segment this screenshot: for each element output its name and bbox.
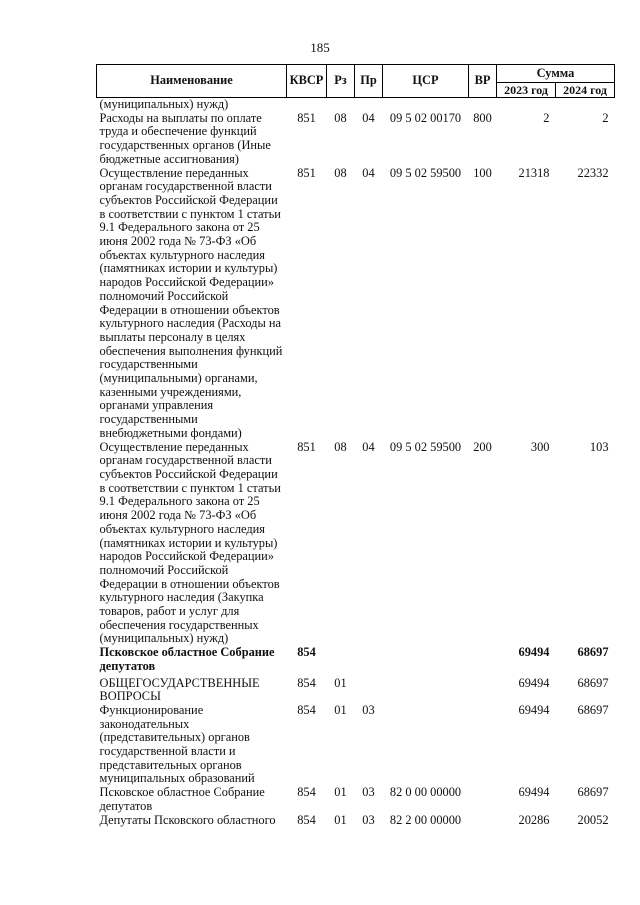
cell-kvsr: 851 (297, 439, 316, 454)
cell-rz: 08 (334, 110, 347, 125)
cell-rz (327, 646, 355, 673)
cell-name: Осуществление переданных органам государственной власти субъектов Российской Федерации в соответствии с пунктом 1 статьи 9.1 Федерального закона от 25 июня 2002 года № 73-ФЗ «Об объектах культурного наследия (памятниках истории и культуры) народов Российской Федерации» полномочий Российской Федерации в отношении объектов культурного наследия (Закупка товаров, работ и услуг для обеспечения государственных (муниципальных) нужд) (99, 439, 281, 646)
table-row (97, 674, 615, 704)
cell-pr: 04 (362, 165, 375, 180)
budget-table-container (96, 64, 614, 827)
cell-vr (469, 674, 497, 704)
cell-rz: 01 (334, 702, 347, 717)
cell-2023: 69494 (518, 675, 550, 690)
cell-2023: 300 (530, 439, 550, 454)
header-pr: Пр (355, 65, 383, 98)
cell-rz (327, 98, 355, 112)
cell-name: Расходы на выплаты по оплате труда и обеспечение функций государственных органов (Иные бюджетные ассигнования) (99, 110, 271, 166)
cell-2024: 68697 (577, 785, 609, 800)
header-year-2024: 2024 год (556, 83, 615, 98)
cell-2024 (556, 98, 615, 112)
table-row (97, 704, 615, 786)
cell-rz: 01 (334, 812, 347, 827)
budget-table (96, 64, 615, 827)
cell-csr (383, 646, 469, 673)
cell-vr (469, 786, 497, 813)
cell-2024: 68697 (577, 645, 609, 660)
cell-pr (355, 646, 383, 673)
cell-rz: 01 (334, 675, 347, 690)
table-header (97, 65, 615, 98)
cell-kvsr: 854 (297, 675, 316, 690)
table-row (97, 98, 615, 112)
cell-2023: 21318 (518, 165, 550, 180)
cell-2023: 69494 (518, 785, 550, 800)
header-sum: Сумма (497, 65, 615, 83)
cell-vr: 800 (473, 110, 492, 125)
cell-rz: 01 (334, 785, 347, 800)
cell-kvsr: 854 (297, 785, 316, 800)
cell-2024: 20052 (577, 812, 609, 827)
cell-vr (469, 98, 497, 112)
cell-csr: 09 5 02 00170 (389, 110, 462, 125)
cell-pr (355, 98, 383, 112)
cell-csr: 82 0 00 00000 (389, 785, 462, 800)
cell-name: (муниципальных) нужд) (99, 97, 229, 111)
cell-csr (383, 98, 469, 112)
cell-kvsr: 851 (297, 165, 316, 180)
cell-pr (355, 674, 383, 704)
header-csr: ЦСР (383, 65, 469, 98)
cell-name: Функционирование законодательных (представительных) органов государственной власти и представительных органов муниципальных образований (99, 702, 255, 786)
cell-pr: 04 (362, 110, 375, 125)
cell-2023: 69494 (518, 645, 550, 660)
table-row (97, 441, 615, 647)
cell-vr: 100 (473, 165, 492, 180)
cell-2024: 22332 (577, 165, 609, 180)
cell-rz: 08 (334, 165, 347, 180)
table-body (97, 98, 615, 828)
header-rz: Рз (327, 65, 355, 98)
cell-rz: 08 (334, 439, 347, 454)
cell-2023: 2 (543, 110, 550, 125)
cell-2024: 103 (589, 439, 609, 454)
table-row (97, 646, 615, 673)
cell-kvsr: 851 (297, 110, 316, 125)
cell-vr (469, 814, 497, 828)
cell-name: Осуществление переданных органам государственной власти субъектов Российской Федерации в соответствии с пунктом 1 статьи 9.1 Федерального закона от 25 июня 2002 года № 73-ФЗ «Об объектах культурного наследия (памятниках истории и культуры) народов Российской Федерации» полномочий Российской Федерации в отношении объектов культурного наследия (Расходы на выплаты персоналу в целях обеспечения выполнения функций государственными (муниципальными) органами, казенными учреждениями, органами управления государственными внебюджетными фондами) (99, 165, 283, 440)
cell-kvsr (287, 98, 327, 112)
table-row (97, 786, 615, 813)
cell-pr: 04 (362, 439, 375, 454)
cell-name: Депутаты Псковского областного (99, 812, 276, 827)
cell-kvsr: 854 (297, 702, 316, 717)
cell-2023: 20286 (518, 812, 550, 827)
header-name: Наименование (97, 65, 287, 98)
table-row (97, 112, 615, 167)
cell-csr: 82 2 00 00000 (389, 812, 462, 827)
cell-pr: 03 (362, 812, 375, 827)
table-row (97, 167, 615, 441)
cell-vr (469, 646, 497, 673)
cell-pr: 03 (362, 785, 375, 800)
header-kvsr: КВСР (287, 65, 327, 98)
table-row (97, 814, 615, 828)
cell-kvsr: 854 (297, 645, 316, 660)
cell-2024: 68697 (577, 675, 609, 690)
cell-name: Псковское областное Собрание депутатов (99, 645, 275, 673)
cell-name: ОБЩЕГОСУДАРСТВЕННЫЕ ВОПРОСЫ (99, 675, 260, 704)
cell-csr (383, 704, 469, 786)
cell-csr: 09 5 02 59500 (389, 439, 462, 454)
cell-2023: 69494 (518, 702, 550, 717)
cell-2024: 68697 (577, 702, 609, 717)
page-number: 185 (310, 40, 330, 55)
cell-vr: 200 (473, 439, 492, 454)
cell-vr (469, 704, 497, 786)
cell-pr: 03 (362, 702, 375, 717)
cell-csr (383, 674, 469, 704)
header-vr: ВР (469, 65, 497, 98)
cell-2024: 2 (602, 110, 609, 125)
cell-kvsr: 854 (297, 812, 316, 827)
cell-2023 (497, 98, 556, 112)
cell-name: Псковское областное Собрание депутатов (99, 785, 265, 813)
header-year-2023: 2023 год (497, 83, 556, 98)
cell-csr: 09 5 02 59500 (389, 165, 462, 180)
